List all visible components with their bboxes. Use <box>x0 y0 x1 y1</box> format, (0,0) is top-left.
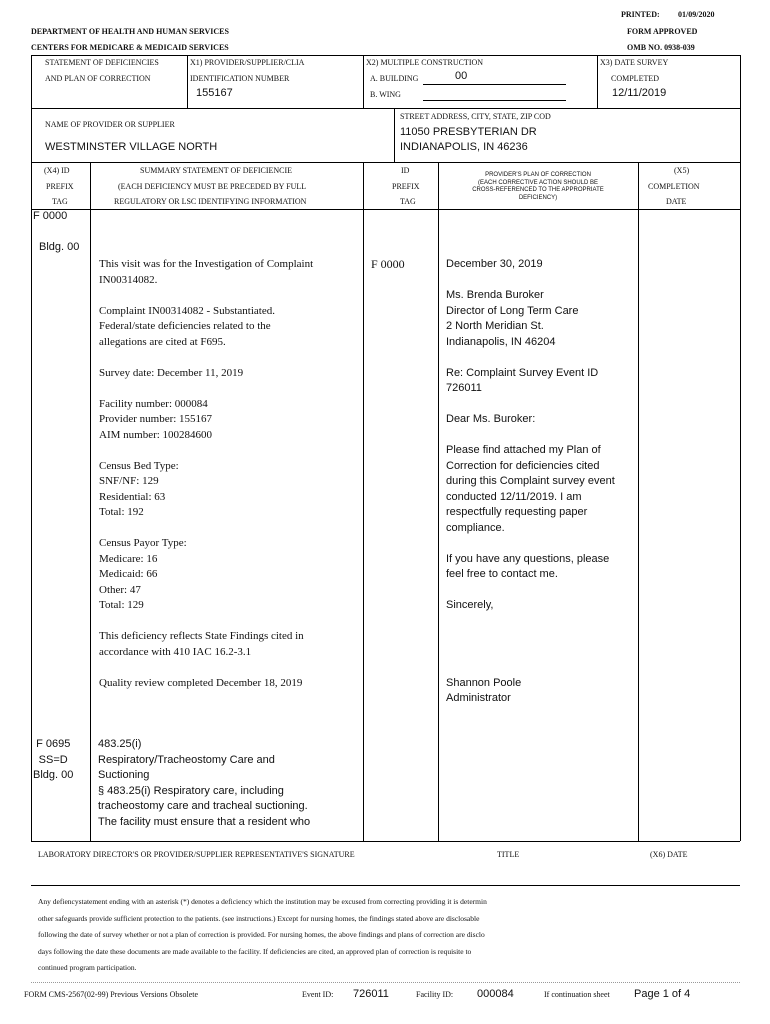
summary-line <box>99 288 313 304</box>
plan-line <box>446 428 615 444</box>
summary-line: Complaint IN00314082 - Substantiated. <box>99 304 275 317</box>
plan-header: PROVIDER'S PLAN OF CORRECTION (EACH CORRECTIVE ACTION SHOULD BE CROSS-REFERENCED TO THE APPROPRIATE DEFICIENCY) <box>472 172 604 201</box>
event-id-label: Event ID: <box>302 990 334 999</box>
summary-line: Other: 47 <box>99 583 141 596</box>
summary-line: Federal/state deficiencies related to the <box>99 320 271 332</box>
plan-line <box>446 645 615 661</box>
plan-line: Director of Long Term Care <box>446 304 579 317</box>
form-approved: FORM APPROVED <box>627 27 698 36</box>
page-number: Page 1 of 4 <box>634 988 691 1000</box>
summary-header-3: REGULATORY OR LSC IDENTIFYING INFORMATION <box>114 197 307 206</box>
plan-line: If you have any questions, please <box>446 552 610 565</box>
summary-line: Total: 129 <box>99 599 144 611</box>
title-label: TITLE <box>497 850 520 859</box>
x4-header-2: PREFIX <box>46 182 74 191</box>
centers-title: CENTERS FOR MEDICARE & MEDICAID SERVICES <box>31 43 229 52</box>
x4-header-1: (X4) ID <box>44 166 70 175</box>
id-tag-1: F 0000 <box>371 257 405 271</box>
address-line-1: 11050 PRESBYTERIAN DR <box>400 126 537 138</box>
summary-statement <box>99 257 313 691</box>
summary-line: This deficiency reflects State Findings cited in <box>99 630 304 642</box>
plan-line: Re: Complaint Survey Event ID <box>446 366 599 379</box>
dept-title: DEPARTMENT OF HEALTH AND HUMAN SERVICES <box>31 27 229 36</box>
summary-line: SNF/NF: 129 <box>99 475 159 487</box>
address-label: STREET ADDRESS, CITY, STATE, ZIP COD <box>400 112 551 121</box>
plan-line: 726011 <box>446 382 482 394</box>
building-underline <box>423 84 566 85</box>
bldg-1: Bldg. 00 <box>39 241 80 253</box>
rule-columns <box>31 162 740 163</box>
footnote-line: following the date of survey whether or not a plan of correction is provided. For nursing homes, the above findings and plans of correction are disclo <box>38 930 485 939</box>
rule-x1 <box>187 55 188 108</box>
provider-number: 155167 <box>196 87 233 99</box>
statement-label-1: STATEMENT OF DEFICIENCIES <box>45 58 159 67</box>
x1-label-2: IDENTIFICATION NUMBER <box>190 74 290 83</box>
statement-label-2: AND PLAN OF CORRECTION <box>45 74 151 83</box>
summary-line <box>99 443 313 459</box>
summary-line: Total: 192 <box>99 506 144 518</box>
plan-line <box>446 273 615 289</box>
building-label: A. BUILDING <box>370 74 419 83</box>
footnote-line: other safeguards provide sufficient protection to the patients. (see instructions.) Except for nursing homes, the findings stated above are disclosable <box>38 913 480 923</box>
summary-line: § 483.25(i) Respiratory care, including <box>98 784 284 797</box>
signature-label: LABORATORY DIRECTOR'S OR PROVIDER/SUPPLIER REPRESENTATIVE'S SIGNATURE <box>38 850 355 859</box>
summary-line: allegations are cited at F695. <box>99 335 226 348</box>
summary-line: Census Bed Type: <box>99 459 179 472</box>
x5-header-1: (X5) <box>674 166 690 175</box>
rule-provider <box>31 108 740 109</box>
summary-line: Medicare: 16 <box>99 552 158 565</box>
plan-line: December 30, 2019 <box>446 258 543 270</box>
summary-line: AIM number: 100284600 <box>99 428 213 441</box>
continuation-label: If continuation sheet <box>544 990 610 999</box>
footer-rule <box>31 982 740 983</box>
summary-line: Survey date: December 11, 2019 <box>99 366 244 379</box>
prefix-tag-line: Bldg. 00 <box>33 769 74 781</box>
rule-x5 <box>638 162 639 841</box>
rule-plan <box>438 162 439 841</box>
summary-line <box>99 614 313 630</box>
form-number: FORM CMS-2567(02-99) Previous Versions Obsolete <box>24 990 199 999</box>
omb-number: OMB NO. 0938-039 <box>627 43 695 52</box>
summary-line: Facility number: 000084 <box>99 397 208 410</box>
summary-line: The facility must ensure that a resident who <box>98 815 311 828</box>
rule-x3 <box>597 55 598 108</box>
summary-line: tracheostomy care and tracheal suctioning. <box>98 800 308 812</box>
plan-line: Administrator <box>446 692 511 704</box>
summary-line <box>99 660 313 676</box>
summary-line <box>99 521 313 537</box>
x3-label-1: X3) DATE SURVEY <box>600 58 669 67</box>
summary-line <box>99 381 313 397</box>
prefix-tag-2 <box>33 737 73 784</box>
summary-line: IN00314082. <box>99 273 158 286</box>
rule-left <box>31 55 32 841</box>
plan-line: Shannon Poole <box>446 676 522 689</box>
x3-label-2: COMPLETED <box>611 74 659 83</box>
footnote <box>38 894 487 977</box>
x1-label-1: X1) PROVIDER/SUPPLIER/CLIA <box>190 58 305 67</box>
summary-line <box>99 350 313 366</box>
summary-statement-f0695 <box>98 737 310 830</box>
rule-body <box>31 209 740 210</box>
x5-header-2: COMPLETION <box>648 182 700 191</box>
plan-line: 2 North Meridian St. <box>446 320 544 332</box>
plan-line: Sincerely, <box>446 599 494 611</box>
plan-line: Correction for deficiencies cited <box>446 459 600 472</box>
rule-summary <box>90 162 91 841</box>
event-id-value: 726011 <box>353 988 389 1000</box>
wing-label: B. WING <box>370 90 401 99</box>
plan-line <box>446 629 615 645</box>
summary-line: Respiratory/Tracheostomy Care and <box>98 753 275 766</box>
rule-id <box>363 162 364 841</box>
provider-name-label: NAME OF PROVIDER OR SUPPLIER <box>45 120 175 129</box>
prefix-tag-1: F 0000 <box>33 210 68 222</box>
summary-line: Census Payor Type: <box>99 537 187 549</box>
plan-line: Dear Ms. Buroker: <box>446 413 536 425</box>
x4-header-3: TAG <box>52 197 68 206</box>
plan-line: conducted 12/11/2019. I am <box>446 490 582 503</box>
printed-date: 01/09/2020 <box>678 10 715 19</box>
prefix-tag-line: F 0695 <box>36 738 71 750</box>
x5-header-3: DATE <box>666 197 687 206</box>
facility-id-value: 000084 <box>477 988 514 1000</box>
footnote-line: days following the date these documents are made available to the facility. If deficiencies are cited, an approved plan of correction is requisite to <box>38 946 472 956</box>
rule-top <box>31 55 740 56</box>
summary-header-2: (EACH DEFICIENCY MUST BE PRECEDED BY FULL <box>118 182 307 191</box>
rule-x2 <box>363 55 364 108</box>
summary-line: Residential: 63 <box>99 490 166 503</box>
plan-line: Indianapolis, IN 46204 <box>446 335 556 348</box>
provider-name: WESTMINSTER VILLAGE NORTH <box>45 141 218 153</box>
rule-address <box>394 108 395 162</box>
prefix-tag-line: SS=D <box>38 753 68 766</box>
plan-line: Ms. Brenda Buroker <box>446 289 544 301</box>
plan-line: compliance. <box>446 521 505 534</box>
survey-completed-date: 12/11/2019 <box>612 87 667 99</box>
rule-signature <box>31 841 740 842</box>
wing-underline <box>423 100 566 101</box>
plan-line <box>446 536 615 552</box>
summary-header-1: SUMMARY STATEMENT OF DEFICIENCIE <box>140 166 293 175</box>
rule-right <box>740 55 741 841</box>
printed-label: PRINTED: <box>621 10 660 19</box>
facility-id-label: Facility ID: <box>416 990 454 999</box>
plan-line: during this Complaint survey event <box>446 475 615 487</box>
address-line-2: INDIANAPOLIS, IN 46236 <box>400 141 528 153</box>
summary-line: Medicaid: 66 <box>99 568 158 580</box>
plan-line <box>446 583 615 599</box>
x6-date-label: (X6) DATE <box>650 850 688 859</box>
summary-line: This visit was for the Investigation of Complaint <box>99 258 314 270</box>
plan-line <box>446 350 615 366</box>
x2-label: X2) MULTIPLE CONSTRUCTION <box>366 58 484 67</box>
summary-line: Suctioning <box>98 769 150 781</box>
summary-line: 483.25(i) <box>98 738 142 750</box>
plan-of-correction <box>446 257 615 707</box>
plan-line <box>446 660 615 676</box>
id-header-1: ID <box>401 166 410 175</box>
summary-line: Quality review completed December 18, 2019 <box>99 676 303 689</box>
summary-line: Provider number: 155167 <box>99 413 213 425</box>
footnote-line: continued program participation. <box>38 963 137 972</box>
plan-line <box>446 397 615 413</box>
plan-line: Please find attached my Plan of <box>446 444 601 456</box>
building-value: 00 <box>455 70 468 82</box>
plan-line: feel free to contact me. <box>446 568 558 580</box>
plan-line <box>446 614 615 630</box>
rule-footnote <box>31 885 740 886</box>
id-header-3: TAG <box>400 197 416 206</box>
plan-line: respectfully requesting paper <box>446 506 588 518</box>
summary-line: accordance with 410 IAC 16.2-3.1 <box>99 645 252 658</box>
footnote-line: Any defiencystatement ending with an asterisk (*) denotes a deficiency which the institution may be excused from correcting providing it is determin <box>38 897 487 906</box>
id-header-2: PREFIX <box>392 182 420 191</box>
